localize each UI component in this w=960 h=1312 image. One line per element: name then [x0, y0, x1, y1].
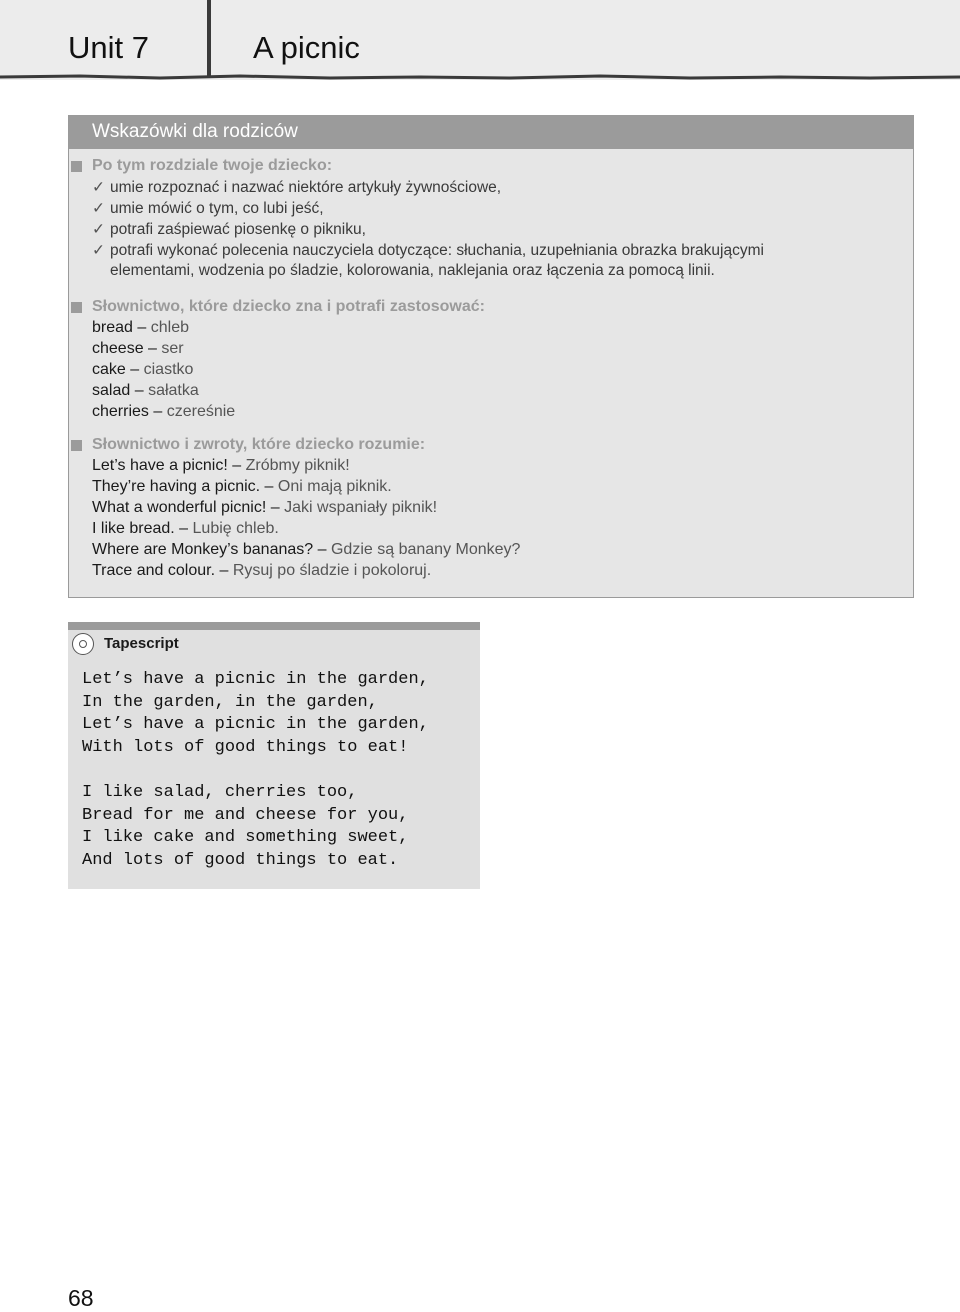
phrase-item: Where are Monkey’s bananas? – Gdzie są banany Monkey? — [92, 541, 521, 558]
unit-title: A picnic — [253, 30, 360, 65]
parents-guide-box — [68, 115, 914, 598]
lyric-line: I like salad, cherries too, — [82, 783, 358, 802]
check-icon: ✓ — [92, 179, 105, 196]
lyric-line: With lots of good things to eat! — [82, 738, 409, 757]
parents-guide-header — [69, 116, 913, 149]
vocab-item: bread – chleb — [92, 319, 189, 336]
header-divider — [207, 0, 211, 76]
parents-guide-title: Wskazówki dla rodziców — [92, 121, 298, 142]
phrase-item: What a wonderful picnic! – Jaki wspaniały piknik! — [92, 499, 438, 516]
vocab-item: cherries – czereśnie — [92, 403, 236, 420]
list-item: ✓ potrafi wykonać polecenia nauczyciela dotyczące: słuchania, uzupełniania obrazka brakującymi — [92, 242, 764, 259]
tapescript-title: Tapescript — [104, 635, 179, 652]
tapescript-box — [68, 622, 480, 889]
square-bullet-icon — [71, 161, 82, 172]
lyric-line: Let’s have a picnic in the garden, — [82, 670, 429, 689]
lyric-line: I like cake and something sweet, — [82, 828, 409, 847]
lyric-line: Let’s have a picnic in the garden, — [82, 715, 429, 734]
unit-header — [0, 0, 960, 80]
list-item: ✓ umie rozpoznać i nazwać niektóre artykuły żywnościowe, — [92, 179, 502, 196]
header-rough-edge — [0, 74, 960, 82]
lyric-line: In the garden, in the garden, — [82, 693, 378, 712]
check-icon: ✓ — [92, 200, 105, 217]
section-heading: Słownictwo, które dziecko zna i potrafi zastosować: — [92, 298, 485, 315]
square-bullet-icon — [71, 302, 82, 313]
check-icon: ✓ — [92, 242, 105, 259]
phrase-item: Trace and colour. – Rysuj po śladzie i pokoloruj. — [92, 562, 432, 579]
vocab-item: cheese – ser — [92, 340, 184, 357]
square-bullet-icon — [71, 440, 82, 451]
vocab-item: salad – sałatka — [92, 382, 199, 399]
tapescript-top-bar — [68, 622, 480, 630]
lyric-line: Bread for me and cheese for you, — [82, 806, 409, 825]
cd-icon — [72, 633, 94, 655]
check-icon: ✓ — [92, 221, 105, 238]
section-heading: Po tym rozdziale twoje dziecko: — [92, 157, 333, 174]
list-item: ✓ potrafi zaśpiewać piosenkę o pikniku, — [92, 221, 366, 238]
unit-label: Unit 7 — [68, 30, 149, 65]
section-heading: Słownictwo i zwroty, które dziecko rozumie: — [92, 436, 426, 453]
lyric-line: And lots of good things to eat. — [82, 851, 399, 870]
phrase-item: They’re having a picnic. – Oni mają piknik. — [92, 478, 392, 495]
phrase-item: Let’s have a picnic! – Zróbmy piknik! — [92, 457, 350, 474]
phrase-item: I like bread. – Lubię chleb. — [92, 520, 279, 537]
list-item: ✓ umie mówić o tym, co lubi jeść, — [92, 200, 324, 217]
page-number: 68 — [68, 1285, 94, 1311]
vocab-item: cake – ciastko — [92, 361, 194, 378]
list-item-continuation: elementami, wodzenia po śladzie, kolorowania, naklejania oraz łączenia za pomocą linii. — [110, 262, 715, 279]
